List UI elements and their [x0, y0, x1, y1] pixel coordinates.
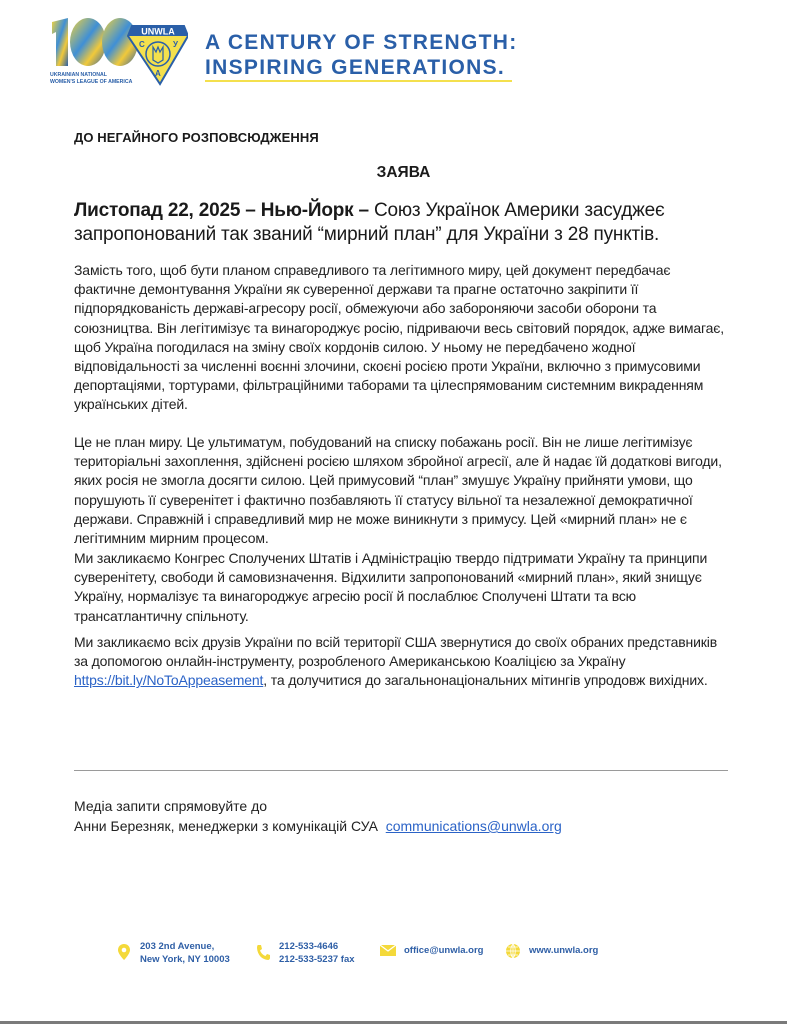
address-line2: New York, NY 10003 [140, 954, 230, 965]
divider [74, 770, 728, 771]
address-line1: 203 2nd Avenue, [140, 941, 215, 952]
footer-website [505, 940, 598, 961]
svg-text:А: А [155, 69, 161, 78]
tagline-line2: INSPIRING GENERATIONS. [205, 56, 506, 79]
svg-text:UNWLA: UNWLA [141, 26, 175, 37]
contact-person: Анни Березняк, менеджерки з комунікацій СУА [74, 818, 378, 834]
tagline [205, 30, 518, 80]
contact-line1: Медіа запити спрямовуйте до [74, 798, 268, 814]
footer-contacts [116, 940, 616, 976]
footer-address [116, 940, 230, 966]
paragraph-4-text: Ми закликаємо всіх друзів України по всій території США звернутися до своїх обраних представників за допомогою онлайн-інструменту, розробленого Американською Коаліцією за Україну [74, 634, 718, 670]
svg-text:У: У [173, 40, 178, 49]
paragraph-2: Це не план миру. Це ультиматум, побудований на списку побажань росії. Він не лише легітимізує територіальні захоплення, здійснені росією шляхом збройної агресії, але й надає їй додаткові вигоди, яких росія не змогла досягти силою. Цей примусовий “план” змушує Україну прийняти умови, що порушують її суверенітет і фактично позбавляють її статусу вільної та незалежної демократичної держави. Справжній і справедливий мир не може виникнути з примусу. Цей «мирний план» не є легітимним мирним процесом. [74, 434, 722, 547]
phone-number: 212-533-4646 [279, 941, 339, 952]
svg-text:WOMEN'S LEAGUE OF AMERICA: WOMEN'S LEAGUE OF AMERICA [50, 79, 133, 85]
document-title: ЗАЯВА [376, 164, 431, 181]
map-pin-icon [116, 943, 132, 961]
dateline: Листопад 22, 2025 – Нью-Йорк – [74, 200, 369, 221]
office-email: office@unwla.org [404, 945, 484, 956]
lead-paragraph [74, 199, 744, 247]
lead-text: Союз Українок Америки засуджеє запропонований так званий “мирний план” для України з 28 пунктів. [74, 200, 665, 245]
letterhead [48, 14, 518, 86]
tagline-line1: A CENTURY OF STRENGTH: [205, 31, 518, 54]
tagline-underline [205, 80, 512, 82]
paragraph-4 [74, 633, 734, 691]
media-contact [74, 796, 562, 836]
fax-number: 212-533-5237 fax [279, 954, 355, 965]
paragraph-4-text-end: , та долучитися до загальнонаціональних мітингів упродовж вихідних. [263, 672, 708, 689]
contact-email-link[interactable]: communications@unwla.org [385, 818, 562, 834]
unwla-logo [48, 14, 188, 86]
svg-text:UKRAINIAN NATIONAL: UKRAINIAN NATIONAL [50, 72, 107, 78]
contact-line2 [74, 816, 562, 836]
paragraph-1: Замість того, щоб бути планом справедливого та легітимного миру, цей документ передбачає фактичне демонтування України як суверенної держави та прагне остаточно закріпити її підпорядкованість державі-агресору росії, обмежуючи або забороняючи засоби оборони та союзництва. Він легітимізує та винагороджує росію, підриваючи весь світовий порядок, адже вимагає, щоб Україна погодилася на зміну своїх кордонів силою. У ньому не передбачено жодної відповідальності за численні воєнні злочини, скоєні росією проти України, включно з примусовими депортаціями, тортурами, фільтраційними таборами та цілеспрямованим системним викраденням українських дітей. [74, 262, 724, 413]
footer-phone [255, 940, 355, 966]
phone-icon [255, 943, 271, 961]
website-url: www.unwla.org [529, 945, 599, 956]
globe-icon [505, 943, 521, 961]
envelope-icon [380, 942, 396, 960]
no-to-appeasement-link[interactable]: https://bit.ly/NoToAppeasement [74, 672, 264, 689]
release-label: ДО НЕГАЙНОГО РОЗПОВСЮДЖЕННЯ [74, 130, 319, 145]
svg-text:С: С [139, 40, 145, 49]
footer-email [380, 940, 483, 960]
paragraph-3: Ми закликаємо Конгрес Сполучених Штатів і Адміністрацію твердо підтримати Україну та принципи суверенітету, свободи й самовизначення. Відхилити запропонований «мирний план», який знищує Україну, нормалізує та винагороджує агресію росії й послаблює Сполучені Штати та всю трансатлантичну спільноту. [74, 550, 708, 624]
